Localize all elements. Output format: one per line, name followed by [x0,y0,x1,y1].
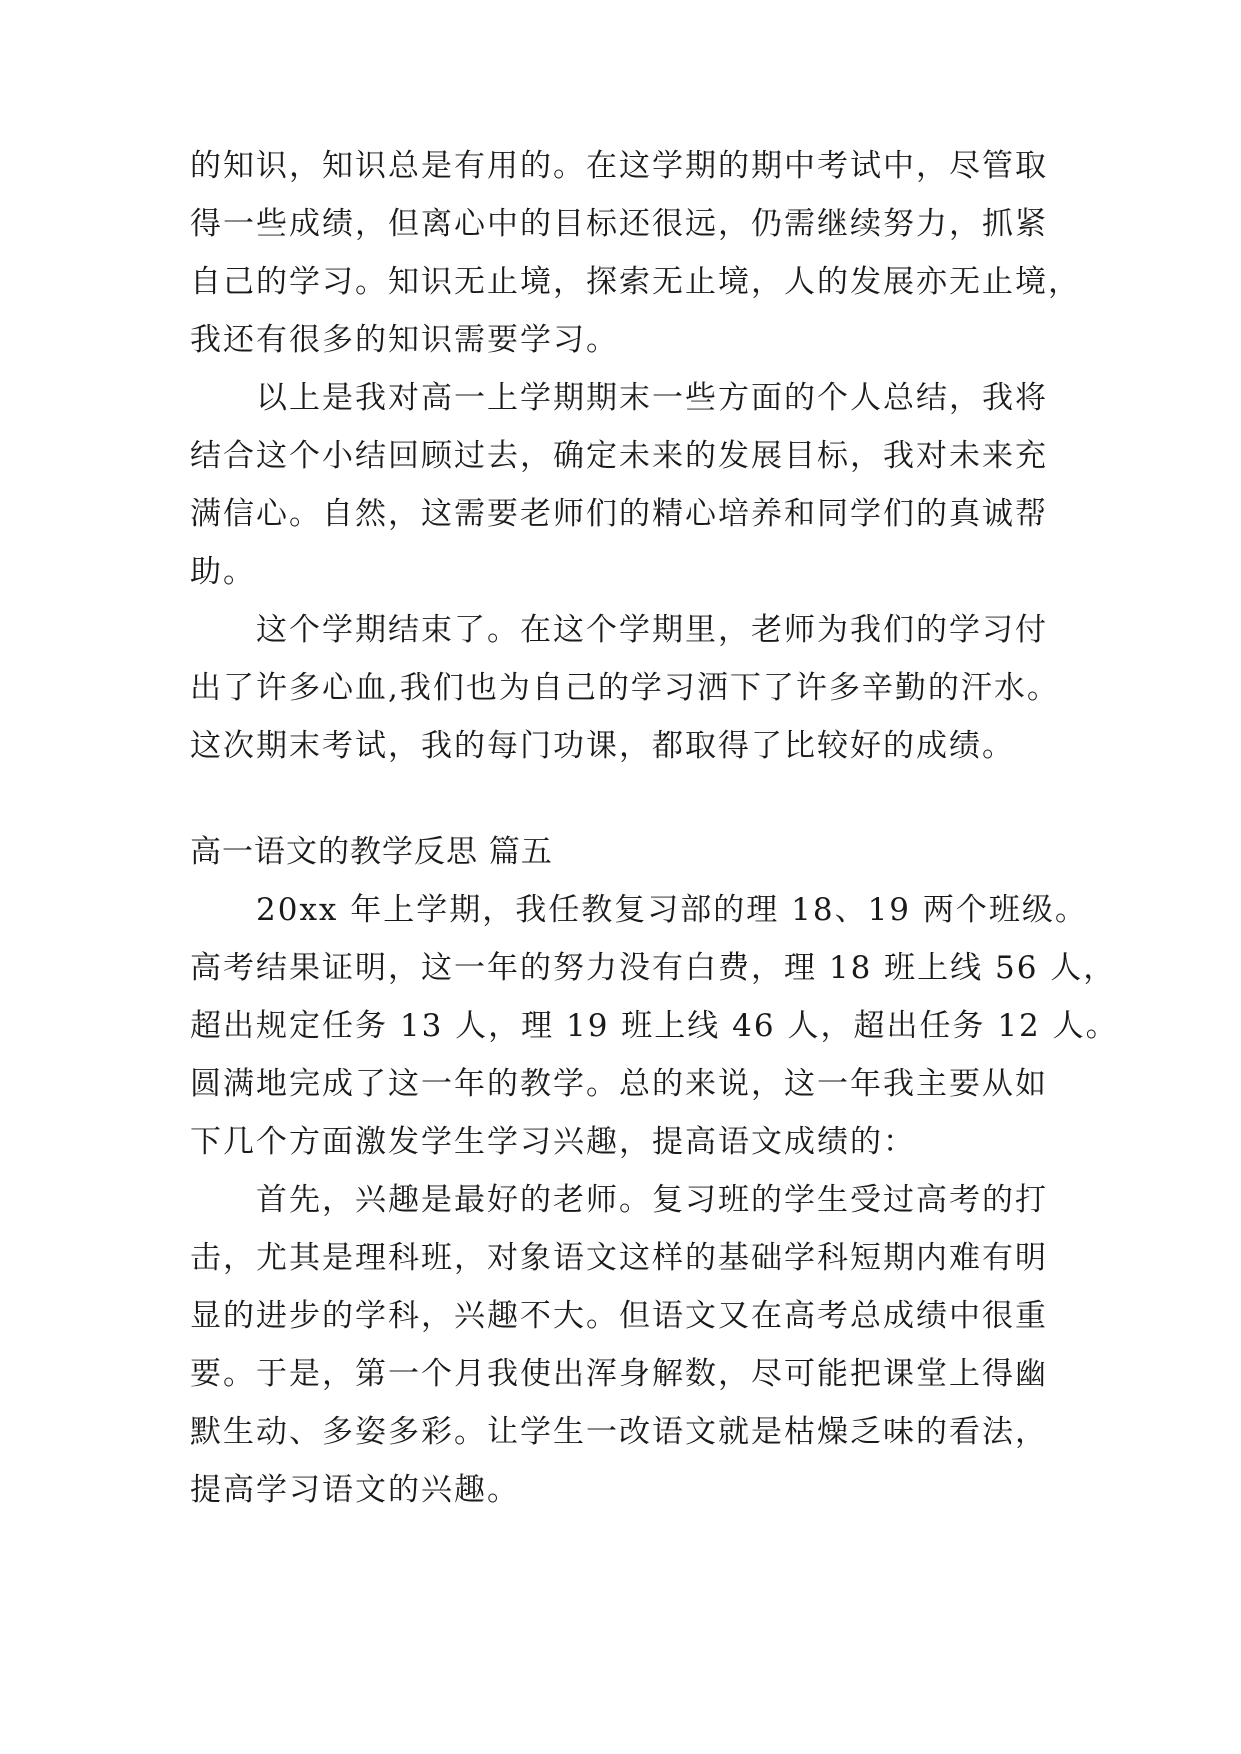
paragraph-interest [190,1171,1070,1519]
text-line: 高考结果证明，这一年的努力没有白费，理 18 班上线 56 人， [190,950,1117,986]
text-line: 首先，兴趣是最好的老师。复习班的学生受过高考的打 [256,1182,1048,1218]
text-line: 超出规定任务 13 人，理 19 班上线 46 人，超出任务 12 人。 [190,1008,1119,1044]
section-title: 高一语文的教学反思 篇五 [190,834,553,870]
text-line: 20xx 年上学期，我任教复习部的理 18、19 两个班级。 [256,892,1088,928]
paragraph-term-end [190,601,1070,775]
text-line: 要。于是，第一个月我使出浑身解数，尽可能把课堂上得幽 [190,1356,1048,1392]
text-line: 默生动、多姿多彩。让学生一改语文就是枯燥乏味的看法， [190,1414,1048,1450]
text-line: 下几个方面激发学生学习兴趣，提高语文成绩的： [190,1124,916,1160]
text-line: 的知识，知识总是有用的。在这学期的期中考试中，尽管取 [190,148,1048,184]
text-line: 以上是我对高一上学期期末一些方面的个人总结，我将 [256,380,1048,416]
text-line: 我还有很多的知识需要学习。 [190,322,619,358]
paragraph-summary [190,369,1070,601]
text-line: 助。 [190,554,256,590]
text-line: 出了许多心血,我们也为自己的学习洒下了许多辛勤的汗水。 [190,670,1060,706]
section-heading-block [190,823,1070,881]
text-line: 得一些成绩，但离心中的目标还很远，仍需继续努力，抓紧 [190,206,1048,242]
text-line: 显的进步的学科，兴趣不大。但语文又在高考总成绩中很重 [190,1298,1048,1334]
text-line: 结合这个小结回顾过去，确定未来的发展目标，我对未来充 [190,438,1048,474]
paragraph-continuation [190,137,1081,369]
text-line: 圆满地完成了这一年的教学。总的来说，这一年我主要从如 [190,1066,1048,1102]
paragraph-results [190,881,1119,1171]
text-line: 这次期末考试，我的每门功课，都取得了比较好的成绩。 [190,728,1015,764]
text-line: 击，尤其是理科班，对象语文这样的基础学科短期内难有明 [190,1240,1048,1276]
text-line: 自己的学习。知识无止境，探索无止境，人的发展亦无止境， [190,264,1081,300]
text-line: 提高学习语文的兴趣。 [190,1472,520,1508]
text-line: 这个学期结束了。在这个学期里，老师为我们的学习付 [256,612,1048,648]
text-line: 满信心。自然，这需要老师们的精心培养和同学们的真诚帮 [190,496,1048,532]
